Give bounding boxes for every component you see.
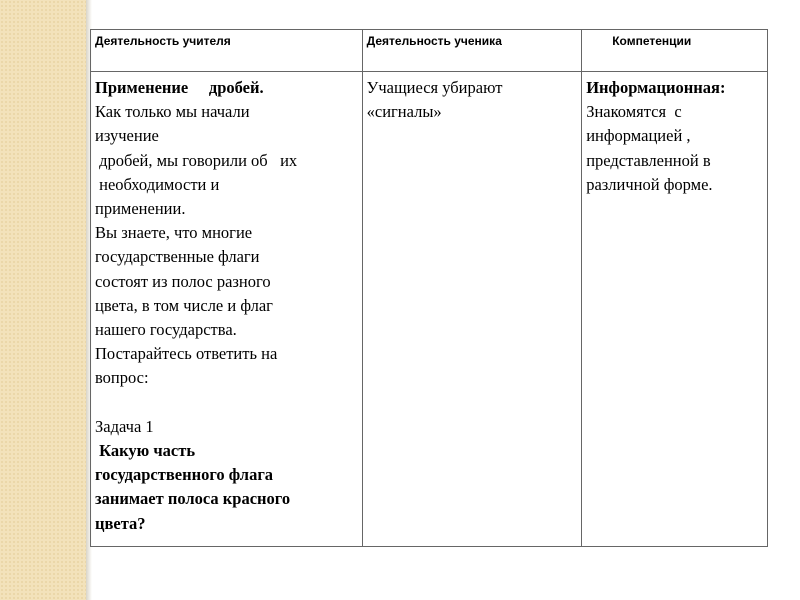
text-line: изучение <box>95 126 159 146</box>
text-line: информацией , <box>586 126 691 146</box>
decorative-strip <box>0 0 86 600</box>
lesson-table <box>90 29 768 547</box>
text-line: государственного флага <box>95 465 274 485</box>
text-line: необходимости и <box>95 174 220 194</box>
student-cell <box>362 72 582 547</box>
text-line: Знакомятся с <box>586 102 682 122</box>
text-line: «сигналы» <box>366 102 442 122</box>
text-line: вопрос: <box>95 368 149 388</box>
text-line: государственные флаги <box>95 247 260 267</box>
text-line: применении. <box>95 199 186 219</box>
text-line: состоят из полос разного <box>95 271 271 291</box>
header-row <box>91 30 768 72</box>
competence-title: Информационная: <box>586 78 726 97</box>
teacher-title: Применение дробей. <box>95 78 264 97</box>
content-row <box>91 72 768 547</box>
text-line: различной форме. <box>586 174 713 194</box>
text-line: занимает полоса красного <box>95 489 291 509</box>
text-line: дробей, мы говорили об их <box>95 150 298 170</box>
header-student: Деятельность ученика <box>362 30 582 72</box>
header-competence: Компетенции <box>582 30 768 72</box>
text-line: Вы знаете, что многие <box>95 223 253 243</box>
text-line <box>95 391 358 415</box>
text-line: нашего государства. <box>95 320 237 340</box>
text-line: цвета, в том числе и флаг <box>95 295 273 315</box>
text-line: Учащиеся убирают <box>366 78 503 97</box>
teacher-cell <box>91 72 363 547</box>
text-line: Задача 1 <box>95 416 154 436</box>
text-line: Постарайтесь ответить на <box>95 344 278 364</box>
header-teacher: Деятельность учителя <box>91 30 363 72</box>
text-line: Какую часть <box>95 441 196 461</box>
text-line: представленной в <box>586 150 711 170</box>
competence-cell <box>582 72 768 547</box>
text-line: цвета? <box>95 513 146 533</box>
text-line: Как только мы начали <box>95 102 250 122</box>
